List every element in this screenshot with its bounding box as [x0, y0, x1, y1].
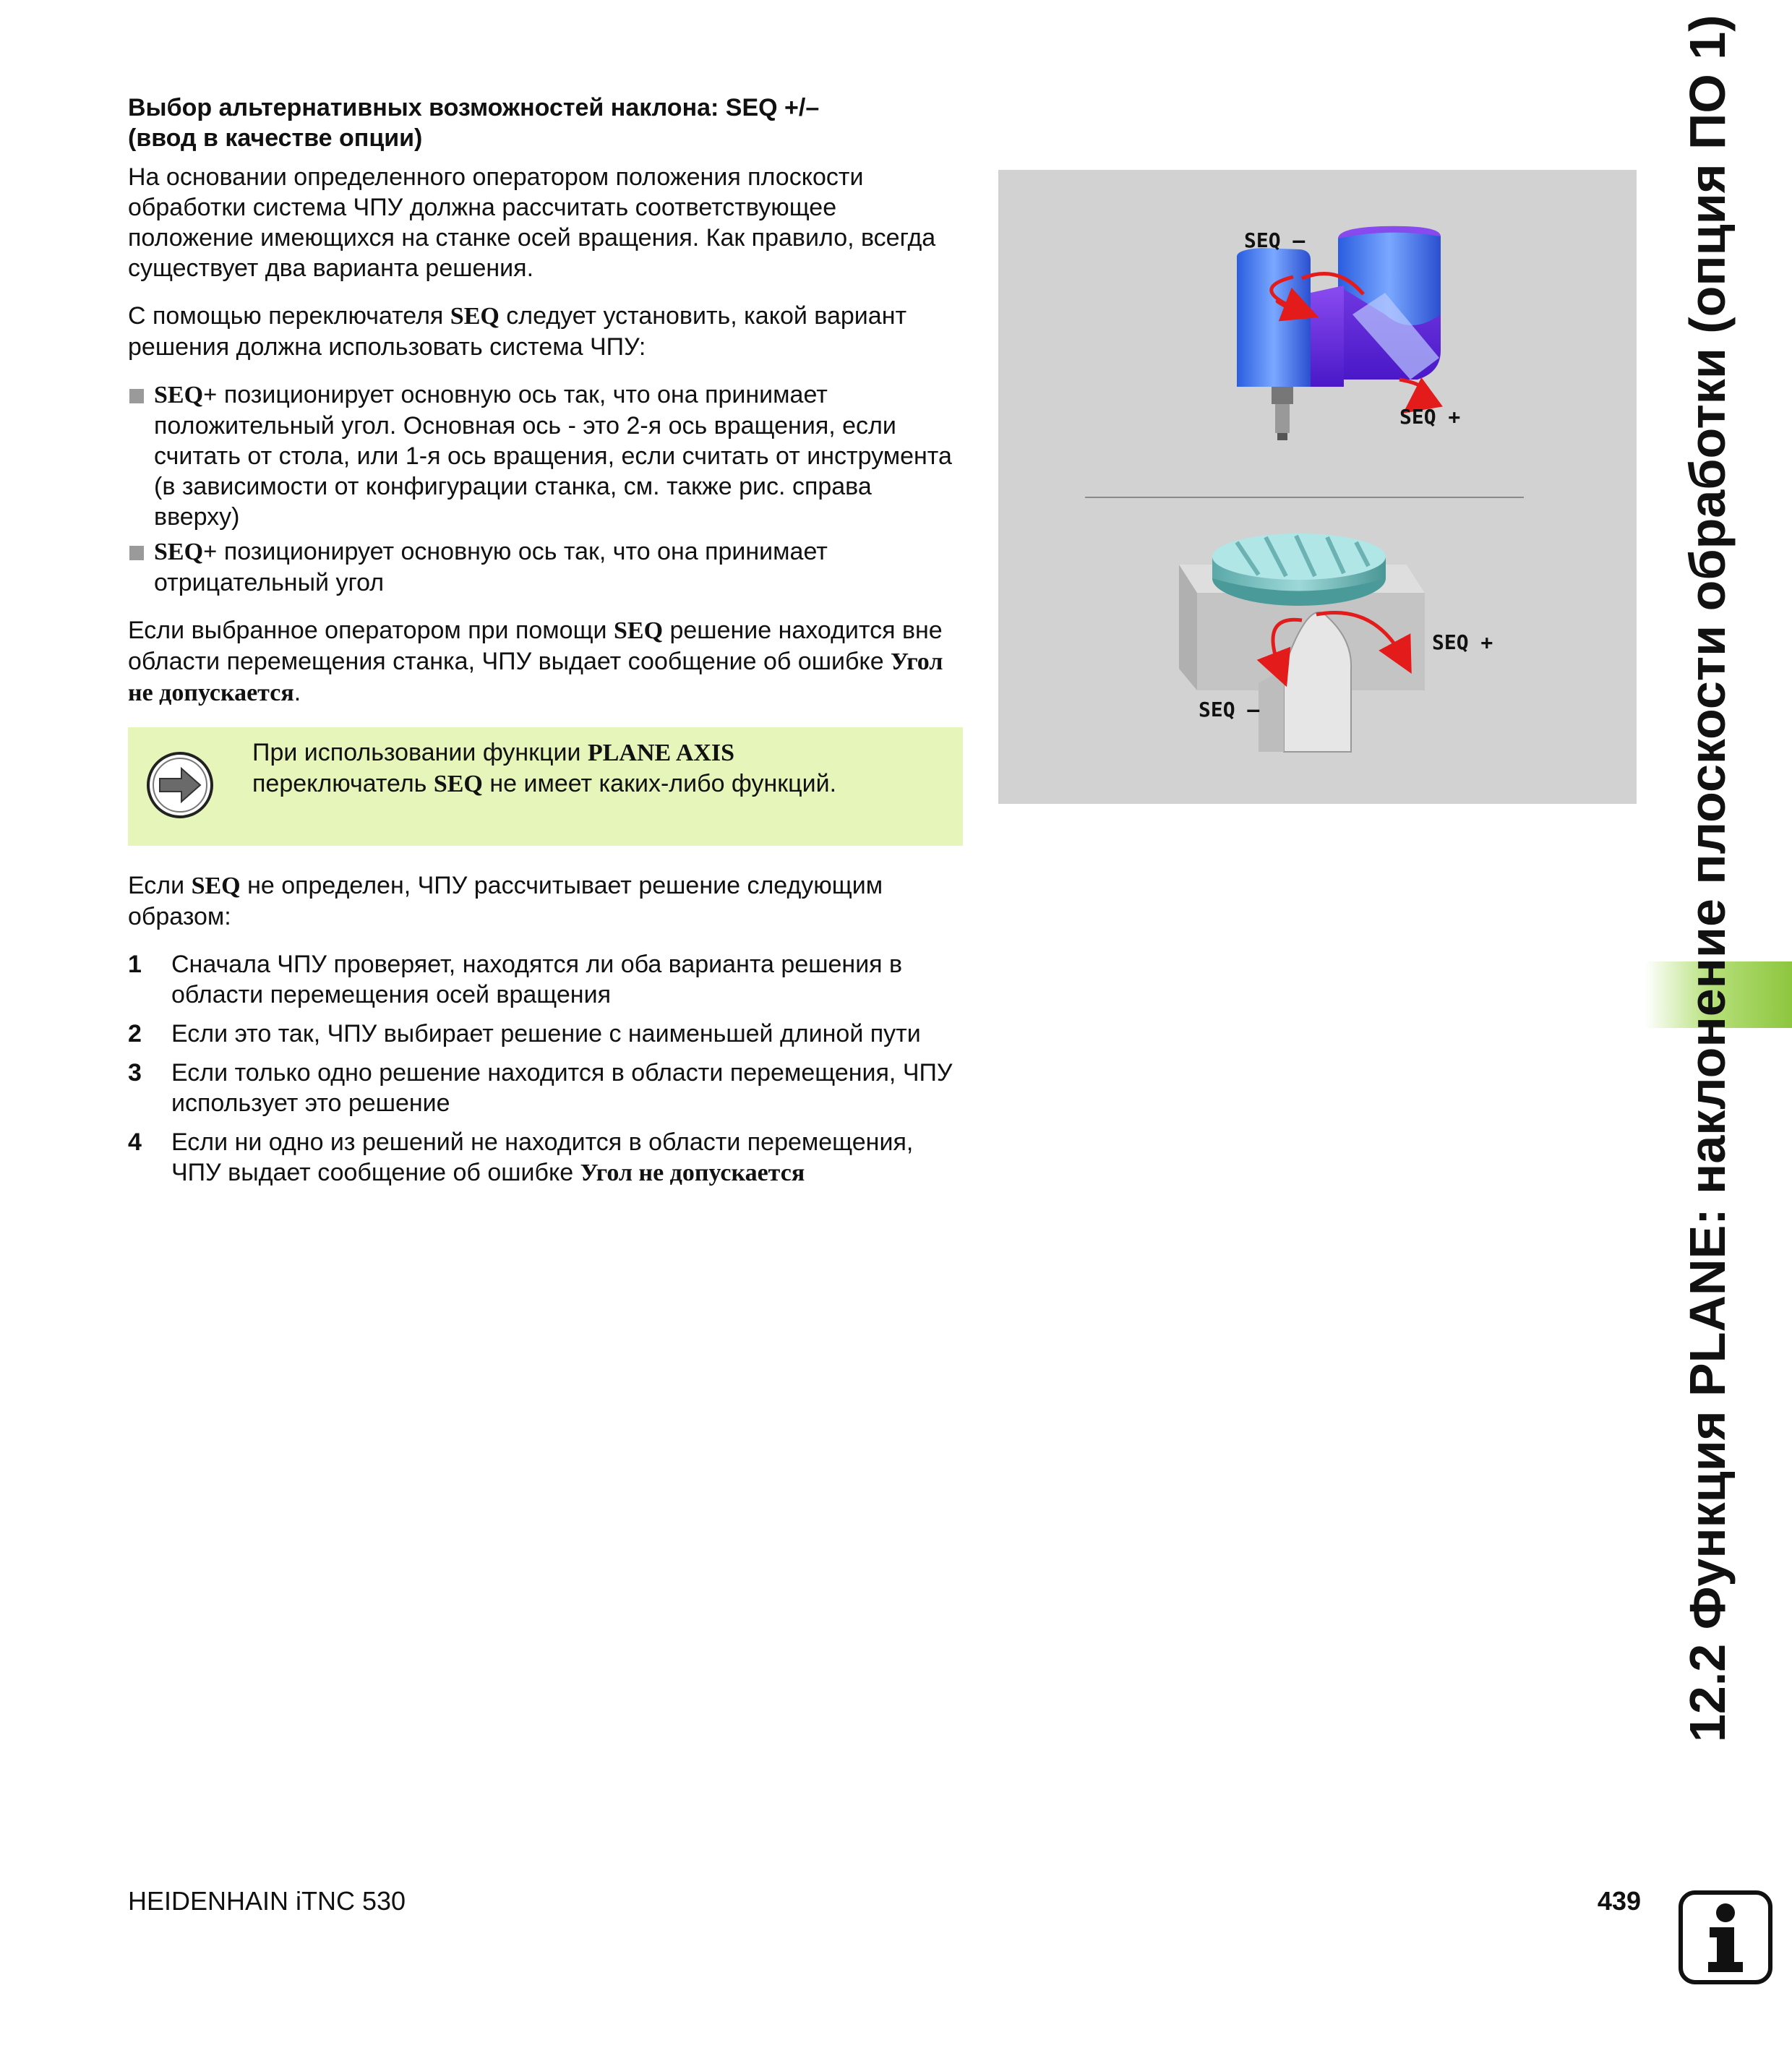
switch-paragraph — [128, 301, 963, 362]
list-item — [128, 380, 963, 532]
note-text-1: При использовании функции — [252, 739, 588, 766]
seq-plus-keyword: SEQ+ — [154, 382, 218, 408]
seq-illustration — [998, 170, 1637, 804]
undefined-text-before: Если — [128, 872, 192, 899]
seq-keyword: SEQ — [191, 873, 241, 899]
steps-list — [128, 949, 963, 1188]
seq-keyword: SEQ — [450, 303, 500, 330]
switch-text-before: С помощью переключателя — [128, 302, 450, 330]
switch-text-after: следует установить, какой вариант решения должна использовать система ЧПУ: — [128, 302, 907, 361]
error-message: Угол не допускается — [580, 1160, 805, 1186]
bullet-square-icon — [129, 389, 144, 403]
heading-line-1: Выбор альтернативных возможностей наклона: SEQ +/– — [128, 94, 820, 121]
bullet-square-icon — [129, 546, 144, 560]
intro-paragraph: На основании определенного оператором положения плоскости обработки система ЧПУ должна рассчитать соответствующее положение имеющихся на станке осей вращения. Как правило, всегда существует два варианта решения. — [128, 163, 936, 282]
note-text — [252, 737, 948, 800]
label-seq-minus-top: SEQ – — [1244, 228, 1306, 252]
seq-options-list — [128, 380, 963, 598]
seq-plus-keyword: SEQ+ — [154, 539, 218, 565]
note-text-2: переключатель — [252, 770, 434, 797]
list-item — [128, 1127, 963, 1188]
plane-axis-keyword: PLANE AXIS — [587, 740, 735, 766]
step-number: 2 — [128, 1020, 142, 1047]
step-text: Если только одно решение находится в области перемещения, ЧПУ использует это решение — [171, 1059, 953, 1117]
list-item — [128, 1058, 963, 1118]
section-heading — [128, 93, 963, 153]
error-message: Угол не допускается — [128, 648, 943, 706]
error-text-after: . — [293, 679, 301, 706]
undefined-paragraph — [128, 870, 963, 932]
list-item — [128, 949, 963, 1010]
step-number: 4 — [128, 1128, 142, 1156]
chapter-title: 12.2 Функция PLANE: наклонение плоскости обработки (опция ПО 1) — [1679, 14, 1736, 1742]
step-text: Если это так, ЧПУ выбирает решение с наименьшей длиной пути — [171, 1020, 921, 1047]
seq-keyword: SEQ — [614, 617, 664, 644]
seq-plus-arrow — [1399, 380, 1426, 403]
seq-keyword: SEQ — [433, 771, 483, 797]
step-text: Если ни одно из решений не находится в области перемещения, ЧПУ выдает сообщение об ошибке — [171, 1128, 914, 1186]
error-paragraph — [128, 615, 963, 708]
step-number: 1 — [128, 951, 142, 978]
error-text-middle: решение находится вне области перемещения станка, ЧПУ выдает сообщение об ошибке — [128, 617, 943, 675]
main-column — [128, 93, 963, 1197]
step-text: Сначала ЧПУ проверяет, находятся ли оба варианта решения в области перемещения осей вращения — [171, 951, 903, 1008]
label-seq-plus-bottom: SEQ + — [1432, 630, 1493, 654]
arrow-right-icon — [145, 750, 215, 820]
error-text-before: Если выбранное оператором при помощи — [128, 617, 614, 644]
page-number: 439 — [1597, 1886, 1641, 1916]
heading-line-2: (ввод в качестве опции) — [128, 124, 423, 152]
footer-product: HEIDENHAIN iTNC 530 — [128, 1886, 406, 1916]
label-seq-plus-top: SEQ + — [1399, 405, 1461, 429]
bullet-text: позиционирует основную ось так, что она принимает положительный угол. Основная ось - это 2-я ось вращения, если считать от стола, или 1-я ось вращения, если считать от инструмента (в зависимости от конфигурации станка, см. также рис. справа вверху) — [154, 381, 952, 531]
list-item — [128, 1019, 963, 1049]
chapter-title-wrapper — [1677, 14, 1738, 1742]
label-seq-minus-bottom: SEQ – — [1199, 698, 1260, 721]
note-box — [128, 727, 963, 846]
undefined-text-after: не определен, ЧПУ рассчитывает решение следующим образом: — [128, 872, 883, 930]
note-text-3: не имеет каких-либо функций. — [482, 770, 837, 797]
seq-diagram — [998, 170, 1637, 804]
step-number: 3 — [128, 1059, 142, 1087]
bullet-text: позиционирует основную ось так, что она принимает отрицательный угол — [154, 538, 828, 596]
list-item — [128, 536, 963, 598]
info-icon — [1678, 1890, 1773, 1985]
